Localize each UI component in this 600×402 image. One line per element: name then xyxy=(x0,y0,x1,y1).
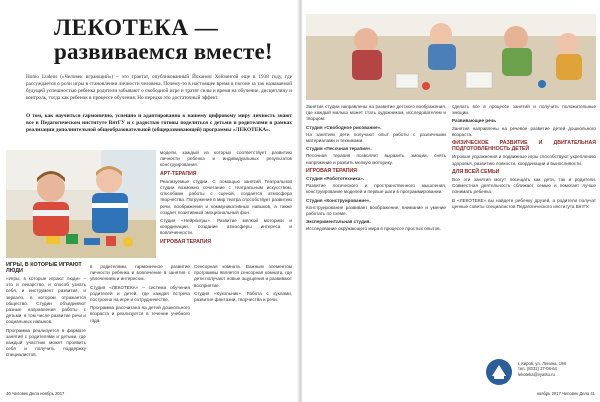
title-line-2: развиваемся вместе! xyxy=(54,39,273,64)
col-text: Игровые упражнения и подвижные игры способствуют укреплению здоровья, развитию ловкости, координации и выносливости. xyxy=(452,154,596,166)
footer-left: 40 Человек Дела ноябрь 2017 xyxy=(6,391,65,396)
lead-paragraph: Homo Ludens («Человек играющий») – это трактат, опубликованный Йоханом Хейзингой еще в 1938 году, где рассуждается о роли игры в становлении личности человека. Почему-то в настоящее время в погоне за так называемой будущей успешностью ребенка родители забывают о свободной игре и тратят силы и время на обучение, дисциплину и контроль, тогда как ребенок в процессе обучения. Но нередко это достаточный эффект. xyxy=(26,74,292,101)
contact-phone: тел. (8332) 37-08-64 xyxy=(518,366,557,372)
contact-email[interactable]: lekoteka@vyatsu.ru xyxy=(518,371,555,377)
section-heading: АРТ-ТЕРАПИЯ xyxy=(160,170,197,177)
col-text: Исследование окружающего мира в процессе простых опытов. xyxy=(306,226,441,232)
col-text: Занятия направлены на речевое развитие детей дошкольного возраста. xyxy=(452,125,596,137)
subheading: Развивающие речь xyxy=(452,118,497,124)
col-text: Сенсорная комната. Важным элементом программы является сенсорная комната, где дети получают новые ощущения и развивают восприятие. xyxy=(194,264,292,288)
section-heading: ИГРОВАЯ ТЕРАПИЯ xyxy=(160,238,211,245)
section-heading: ФИЗИЧЕСКОЕ РАЗВИТИЕ И ДВИГАТЕЛЬНАЯ ПОДГОТОВЛЕННОСТЬ ДЕТЕЙ xyxy=(452,140,596,153)
column-right-left xyxy=(306,104,446,235)
column-bottom-mid xyxy=(90,264,190,326)
contact-block xyxy=(518,361,596,377)
col-text: На занятиях дети получают опыт работы с различными материалами и техниками. xyxy=(306,131,446,144)
column-bottom-mid-2 xyxy=(194,264,292,305)
page-gutter xyxy=(297,0,303,402)
column-bottom-left xyxy=(6,276,86,361)
subheading: Студия «Свободное рисование». xyxy=(306,124,382,130)
col-text: в родителями, гармоничное развитие личности ребенка и вовлечение в занятия с увлечением и интересом. xyxy=(90,264,190,282)
column-mid-left xyxy=(160,150,292,247)
section-heading: ИГРОВАЯ ТЕРАПИЯ xyxy=(306,167,357,174)
footer-right: ноябрь 2017 Человек Дела 41 xyxy=(536,391,595,396)
col-text: «Игры, в которые играют люди» – это и лекарство, и способ узнать себя, и инструмент развития, и зеркало, в котором отражается общество. Студии объединяют разные направления работы с детьми, в том числе развитие речи и социальных навыков. xyxy=(6,276,86,325)
section-heading: ДЛЯ ВСЕЙ СЕМЬИ xyxy=(452,168,500,175)
col-text: Все эти занятия могут посещать как дети, так и родители. Совместная деятельность сближает семью и помогает лучше понимать ребенка. xyxy=(452,177,596,195)
lead-bold-paragraph: О том, как научиться гармонично, успешно и адаптированно к нашему цифровому миру личность знают все в Педагогическом институте ВятГУ и с радостью готовы поделиться с детьми и родителями в рамках реализации дополнительной общеобразовательной (общеразвивающей) программы «ЛЕКОТЕКА». xyxy=(26,113,292,134)
contact-address: г. Киров, ул. Ленина, 198 xyxy=(518,361,566,366)
subheading: Студия «Робототехника». xyxy=(306,176,365,182)
col-text: Песочная терапия позволяет выразить эмоции, снять напряжение и развить мелкую моторику. xyxy=(306,153,446,165)
col-text: Студия «Нейроигры». Развитие мелкой моторики и координации, создание атмосферы интереса и вовлеченности. xyxy=(160,218,292,236)
subheading: Студия «Конструирование». xyxy=(306,197,371,203)
article-title xyxy=(54,16,294,64)
col-text: Программа реализуется в формате занятий с родителями и детьми, где каждый участник может проявить себя и получить поддержку специалистов. xyxy=(6,327,86,358)
subheading: Студия «Песочная терапия». xyxy=(306,146,372,152)
institute-logo xyxy=(485,358,513,386)
photo-caption: ИГРЫ, В КОТОРЫЕ ИГРАЮТ ЛЮДИ xyxy=(6,262,82,275)
subheading: Экспериментальная студия. xyxy=(306,219,371,225)
title-line-1: ЛЕКОТЕКА — xyxy=(54,15,219,40)
col-text: Программа рассчитана на детей дошкольного возраста и реализуется в течение учебного года. xyxy=(90,305,190,323)
col-text: Развитие логического и пространственного мышления, конструирование моделей и первые шаги в программировании. xyxy=(306,183,446,195)
photo-table-activity xyxy=(306,14,596,100)
col-text: сделать все в процессе занятий и получить положительные эмоции. xyxy=(452,104,596,116)
col-text: В «ЛЕКОТЕКЕ» вы найдете ребенку друзей, а родители получат ценные советы специалистов Педагогического института ВятГУ. xyxy=(452,197,596,209)
col-text: Реализуемые студии. С помощью занятий Театральной студии возможно сочетание с театральным искусством, способами работы с сценой, создается атмосфера творчества. Погружение в мир театра способствует развитию речи, воображения и коммуникативных навыков, а также создает позитивный эмоциональный фон. xyxy=(160,178,292,215)
column-right-right xyxy=(452,104,596,212)
col-text: Студия «ЛЕКОТЕКА» – система обучения родителей и детей, где каждая встреча построена на игре и сотрудничестве. xyxy=(90,284,190,303)
col-text: модели, каждый из которых соответствует развитию личности ребенка и индивидуальных результатов конструирования. xyxy=(160,150,292,168)
col-text: Занятия студии направлены на развитие детского воображения, где каждый малыш может стать художником, исследователем и творцом. xyxy=(306,104,446,122)
col-text: Студия «Кукольник». Работа с куклами, развитие фантазии, творчества и речи. xyxy=(194,290,292,303)
photo-children-playing xyxy=(6,150,156,258)
col-text: Конструирование развивает воображение, внимание и умение работать по схеме. xyxy=(306,204,446,217)
